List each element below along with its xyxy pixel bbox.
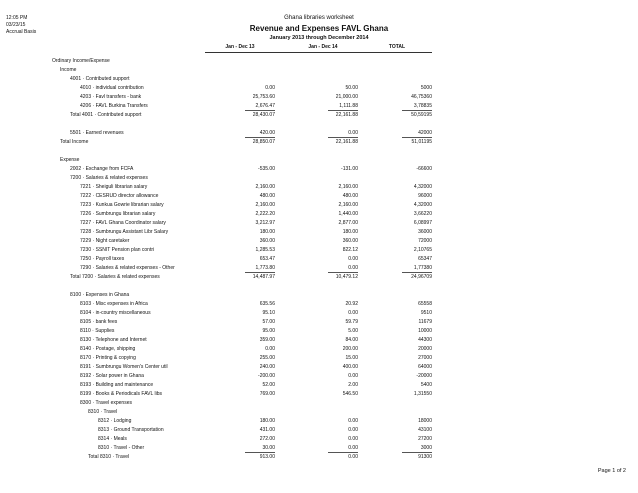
value-2014: 200.00 (342, 346, 358, 352)
value-2014: 21,000.00 (335, 94, 358, 100)
value-total: -66600 (416, 166, 432, 172)
table-row (0, 183, 638, 192)
value-2014: 822.12 (342, 247, 358, 253)
table-row (0, 417, 638, 426)
value-2013: 2,676.47 (255, 103, 275, 109)
row-label: 8130 · Telephone and Internet (80, 337, 147, 343)
page-number: Page 1 of 2 (597, 468, 626, 474)
print-date: 03/23/15 (6, 22, 26, 28)
value-2013: 1,773.80 (255, 265, 275, 271)
column-header-2014: Jan - Dec 14 (308, 44, 338, 50)
value-2013: 431.00 (259, 427, 275, 433)
row-label: 7227 · FAVL Ghana Coordinator salary (80, 220, 166, 226)
row-label: 4001 · Contributed support (70, 76, 130, 82)
table-row (0, 84, 638, 93)
table-row (0, 309, 638, 318)
value-2014: 5.00 (348, 328, 358, 334)
row-label: 7222 · CESRUD director allowance (80, 193, 159, 199)
table-row (0, 165, 638, 174)
value-2013: 14,487.97 (252, 274, 275, 280)
value-2014: 0.00 (348, 256, 358, 262)
value-total: 91300 (418, 454, 432, 460)
table-row (0, 201, 638, 210)
row-label: 8140 · Postage, shipping (80, 346, 136, 352)
table-row (0, 390, 638, 399)
table-row (0, 228, 638, 237)
row-label: 8110 · Supplies (80, 328, 115, 334)
table-row (0, 264, 638, 273)
table-row (0, 363, 638, 372)
row-label: 4206 · FAVL Burkina Transfers (80, 103, 148, 109)
value-total: 11679 (418, 319, 432, 325)
row-label: 8314 · Meals (98, 436, 127, 442)
table-row (0, 129, 638, 138)
value-total: 24,96709 (411, 274, 432, 280)
value-total: 65558 (418, 301, 432, 307)
row-label: 8193 · Building and maintenance (80, 382, 154, 388)
table-row (0, 354, 638, 363)
value-2013: 480.00 (259, 193, 275, 199)
value-2014: 0.00 (348, 373, 358, 379)
row-label: 7200 · Salaries & related expenses (70, 175, 148, 181)
table-row (0, 300, 638, 309)
value-2014: 20.92 (345, 301, 358, 307)
row-label: 7250 · Payroll taxes (80, 256, 125, 262)
value-total: 72000 (418, 238, 432, 244)
value-2014: 0.00 (348, 436, 358, 442)
value-total: 27200 (418, 436, 432, 442)
row-label: Total Income (60, 139, 89, 145)
value-2013: 25,753.60 (252, 94, 275, 100)
table-row (0, 75, 638, 84)
value-2013: 28,850.07 (252, 139, 275, 145)
value-2014: -131.00 (341, 166, 358, 172)
spacer-row (0, 282, 638, 291)
organization-name: Ghana libraries worksheet (284, 15, 354, 21)
table-row (0, 318, 638, 327)
value-2014: 22,161.88 (335, 112, 358, 118)
value-2014: 546.50 (342, 391, 358, 397)
value-total: 10000 (418, 328, 432, 334)
value-2014: 2,160.00 (338, 202, 358, 208)
row-label: Income (60, 67, 77, 73)
value-total: 50,59195 (411, 112, 432, 118)
value-2013: 30.00 (262, 445, 275, 451)
value-total: 27000 (418, 355, 432, 361)
row-label: 4010 · individual contribution (80, 85, 144, 91)
value-2014: 10,479.12 (335, 274, 358, 280)
value-2013: 3,212.97 (255, 220, 275, 226)
table-row (0, 246, 638, 255)
value-2014: 15.00 (345, 355, 358, 361)
value-2014: 22,161.88 (335, 139, 358, 145)
value-2013: 180.00 (259, 229, 275, 235)
row-label: 8300 · Travel expenses (80, 400, 132, 406)
table-row (0, 192, 638, 201)
value-2014: 0.00 (348, 130, 358, 136)
value-total: 36000 (418, 229, 432, 235)
value-2013: 52.00 (262, 382, 275, 388)
column-header-total: TOTAL (388, 44, 406, 50)
value-2014: 360.00 (342, 238, 358, 244)
table-row (0, 102, 638, 111)
print-time: 12:05 PM (6, 15, 28, 21)
table-row (0, 435, 638, 444)
value-2013: 360.00 (259, 238, 275, 244)
table-row (0, 444, 638, 453)
report-period: January 2013 through December 2014 (269, 35, 369, 41)
value-2014: 2,160.00 (338, 184, 358, 190)
value-2013: 2,160.00 (255, 202, 275, 208)
table-row (0, 399, 638, 408)
value-2014: 2.00 (348, 382, 358, 388)
value-2013: 0.00 (265, 85, 275, 91)
value-2014: 59.79 (345, 319, 358, 325)
table-row (0, 408, 638, 417)
table-row (0, 174, 638, 183)
row-label: 8105 · bank fees (80, 319, 118, 325)
table-row (0, 219, 638, 228)
value-total: 5400 (420, 382, 432, 388)
row-label: 7228 · Sumbrungu Assistant Libr Salary (80, 229, 169, 235)
value-2013: 95.10 (262, 310, 275, 316)
report-table (0, 57, 638, 462)
value-2013: 272.00 (259, 436, 275, 442)
value-2014: 0.00 (348, 445, 358, 451)
value-total: 5000 (420, 85, 432, 91)
table-row (0, 57, 638, 66)
value-total: -20000 (416, 373, 432, 379)
row-label: 7223 · Kunkua Gowrie librarian salary (80, 202, 164, 208)
value-2013: 28,430.07 (252, 112, 275, 118)
report-title: Revenue and Expenses FAVL Ghana (249, 24, 389, 33)
row-label: 7221 · Sheiguli librarian salary (80, 184, 148, 190)
row-label: 4203 · Favl transfers - bank (80, 94, 142, 100)
value-2014: 400.00 (342, 364, 358, 370)
value-2014: 0.00 (348, 427, 358, 433)
value-2013: 57.00 (262, 319, 275, 325)
row-label: 7229 · Night caretaker (80, 238, 130, 244)
row-label: 8191 · Sumbrungu Women's Center util (80, 364, 168, 370)
row-label: 7230 · SSNIT Pension plan contri (80, 247, 155, 253)
row-label: Total 7200 · Salaries & related expenses (70, 274, 160, 280)
row-label: 8170 · Printing & copying (80, 355, 136, 361)
table-row (0, 66, 638, 75)
value-2013: -200.00 (258, 373, 275, 379)
value-total: 51,01195 (411, 139, 432, 145)
value-total: 18000 (418, 418, 432, 424)
value-2014: 1,111.88 (339, 103, 358, 109)
table-row (0, 372, 638, 381)
value-2013: 240.00 (259, 364, 275, 370)
value-2013: -535.00 (258, 166, 275, 172)
value-2014: 50.00 (345, 85, 358, 91)
value-2013: 2,222.20 (255, 211, 275, 217)
value-total: 4,32000 (413, 202, 432, 208)
row-label: 7226 · Sumbrungu librarian salary (80, 211, 156, 217)
table-row (0, 453, 638, 462)
row-label: Expense (60, 157, 80, 163)
value-total: 20000 (418, 346, 432, 352)
value-total: 43100 (418, 427, 432, 433)
value-total: 2,10765 (413, 247, 432, 253)
row-label: Total 4001 · Contributed support (70, 112, 142, 118)
column-header-2013: Jan - Dec 13 (225, 44, 255, 50)
column-header-rule (205, 52, 432, 53)
value-2013: 769.00 (259, 391, 275, 397)
value-2014: 480.00 (342, 193, 358, 199)
value-total: 65347 (418, 256, 432, 262)
row-label: Ordinary Income/Expense (52, 58, 110, 64)
row-label: 8100 · Expenses in Ghana (70, 292, 130, 298)
report-header (0, 14, 638, 42)
value-total: 64000 (418, 364, 432, 370)
value-total: 9510 (420, 310, 432, 316)
row-label: Total 8310 · Travel (88, 454, 130, 460)
value-2013: 95.00 (262, 328, 275, 334)
table-row (0, 381, 638, 390)
value-2013: 255.00 (259, 355, 275, 361)
value-total: 3,78835 (413, 103, 432, 109)
value-2013: 180.00 (259, 418, 275, 424)
table-row (0, 273, 638, 282)
row-label: 2002 · Exchange from FCFA (70, 166, 134, 172)
table-row (0, 255, 638, 264)
value-2013: 420.00 (259, 130, 275, 136)
table-row (0, 210, 638, 219)
row-label: 8310 · Travel (88, 409, 118, 415)
row-label: 8199 · Books & Periodicals FAVL libs (80, 391, 162, 397)
value-total: 6,08997 (413, 220, 432, 226)
value-2013: 635.56 (259, 301, 275, 307)
value-total: 4,32000 (413, 184, 432, 190)
value-total: 96000 (418, 193, 432, 199)
value-2014: 2,877.00 (338, 220, 358, 226)
value-2014: 1,440.00 (338, 211, 358, 217)
row-label: 8103 · Misc expenses in Africa (80, 301, 148, 307)
value-2013: 0.00 (265, 346, 275, 352)
value-2014: 180.00 (342, 229, 358, 235)
table-row (0, 111, 638, 120)
value-2014: 84.00 (345, 337, 358, 343)
table-row (0, 291, 638, 300)
table-row (0, 336, 638, 345)
table-row (0, 327, 638, 336)
table-row (0, 426, 638, 435)
value-2014: 0.00 (348, 454, 358, 460)
value-2014: 0.00 (348, 310, 358, 316)
value-2013: 913.00 (259, 454, 275, 460)
value-2013: 2,160.00 (255, 184, 275, 190)
value-total: 3,66220 (413, 211, 432, 217)
row-label: 8310 · Travel - Other (98, 445, 145, 451)
value-total: 3000 (420, 445, 432, 451)
value-2013: 359.00 (259, 337, 275, 343)
row-label: 8312 · Lodging (98, 418, 132, 424)
value-2014: 0.00 (348, 418, 358, 424)
table-row (0, 93, 638, 102)
row-label: 5501 · Earned revenues (70, 130, 124, 136)
value-total: 44300 (418, 337, 432, 343)
table-row (0, 345, 638, 354)
value-2013: 1,285.53 (255, 247, 275, 253)
value-total: 46,75360 (411, 94, 432, 100)
spacer-row (0, 147, 638, 156)
value-total: 1,31550 (413, 391, 432, 397)
accounting-basis: Accrual Basis (6, 29, 37, 35)
row-label: 8192 · Solar power in Ghana (80, 373, 144, 379)
spacer-row (0, 120, 638, 129)
table-row (0, 237, 638, 246)
row-label: 7290 · Salaries & related expenses - Other (80, 265, 175, 271)
table-row (0, 156, 638, 165)
value-total: 42000 (418, 130, 432, 136)
value-2014: 0.00 (348, 265, 358, 271)
value-2013: 653.47 (259, 256, 275, 262)
value-total: 1,77380 (413, 265, 432, 271)
row-label: 8104 · in-country miscellaneous (80, 310, 151, 316)
row-label: 8313 · Ground Transportation (98, 427, 164, 433)
table-row (0, 138, 638, 147)
